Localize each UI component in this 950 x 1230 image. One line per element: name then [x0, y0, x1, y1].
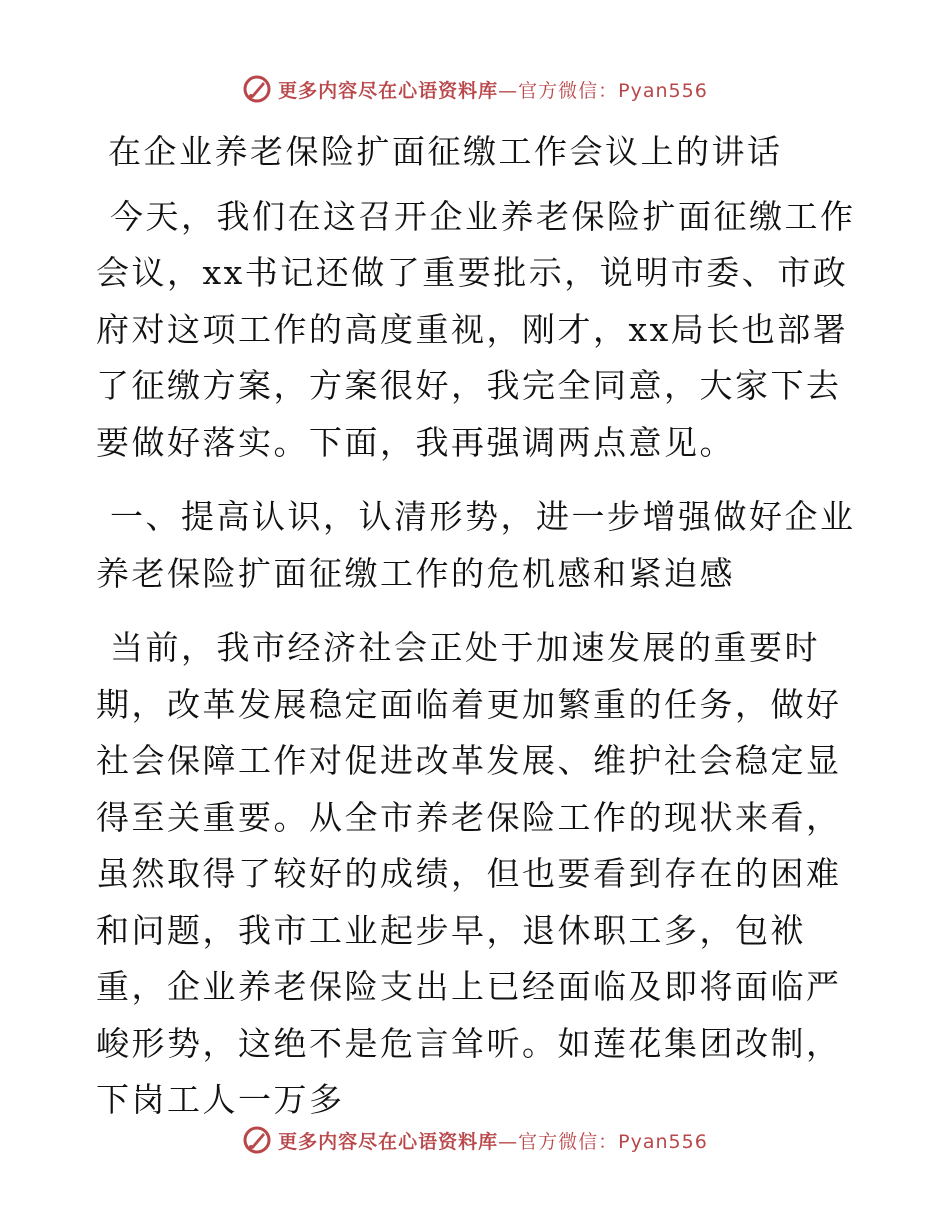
pen-logo-icon	[242, 74, 272, 104]
watermark-header	[0, 74, 950, 104]
paragraph-intro: 今天，我们在这召开企业养老保险扩面征缴工作会议，xx书记还做了重要批示，说明市委、市政府对这项工作的高度重视，刚才，xx局长也部署了征缴方案，方案很好，我完全同意，大家下去要做好落实。下面，我再强调两点意见。	[96, 196, 856, 462]
watermark-main-text: 更多内容尽在心语资料库	[278, 79, 499, 102]
watermark-footer	[0, 1125, 950, 1155]
document-body	[96, 124, 856, 1129]
document-title: 在企业养老保险扩面征缴工作会议上的讲话	[108, 132, 783, 171]
watermark-sub-text: —官方微信：Pyan556	[498, 79, 708, 102]
watermark-main-text: 更多内容尽在心语资料库	[278, 1130, 499, 1153]
pen-logo-icon	[242, 1125, 272, 1155]
section-heading-1: 一、提高认识，认清形势，进一步增强做好企业养老保险扩面征缴工作的危机感和紧迫感	[96, 497, 856, 593]
watermark-sub-text: —官方微信：Pyan556	[498, 1130, 708, 1153]
paragraph-situation: 当前，我市经济社会正处于加速发展的重要时期，改革发展稳定面临着更加繁重的任务，做好社会保障工作对促进改革发展、维护社会稳定显得至关重要。从全市养老保险工作的现状来看，虽然取得了较好的成绩，但也要看到存在的困难和问题，我市工业起步早，退休职工多，包袱重，企业养老保险支出上已经面临及即将面临严峻形势，这绝不是危言耸听。如莲花集团改制，下岗工人一万多	[96, 628, 842, 1119]
